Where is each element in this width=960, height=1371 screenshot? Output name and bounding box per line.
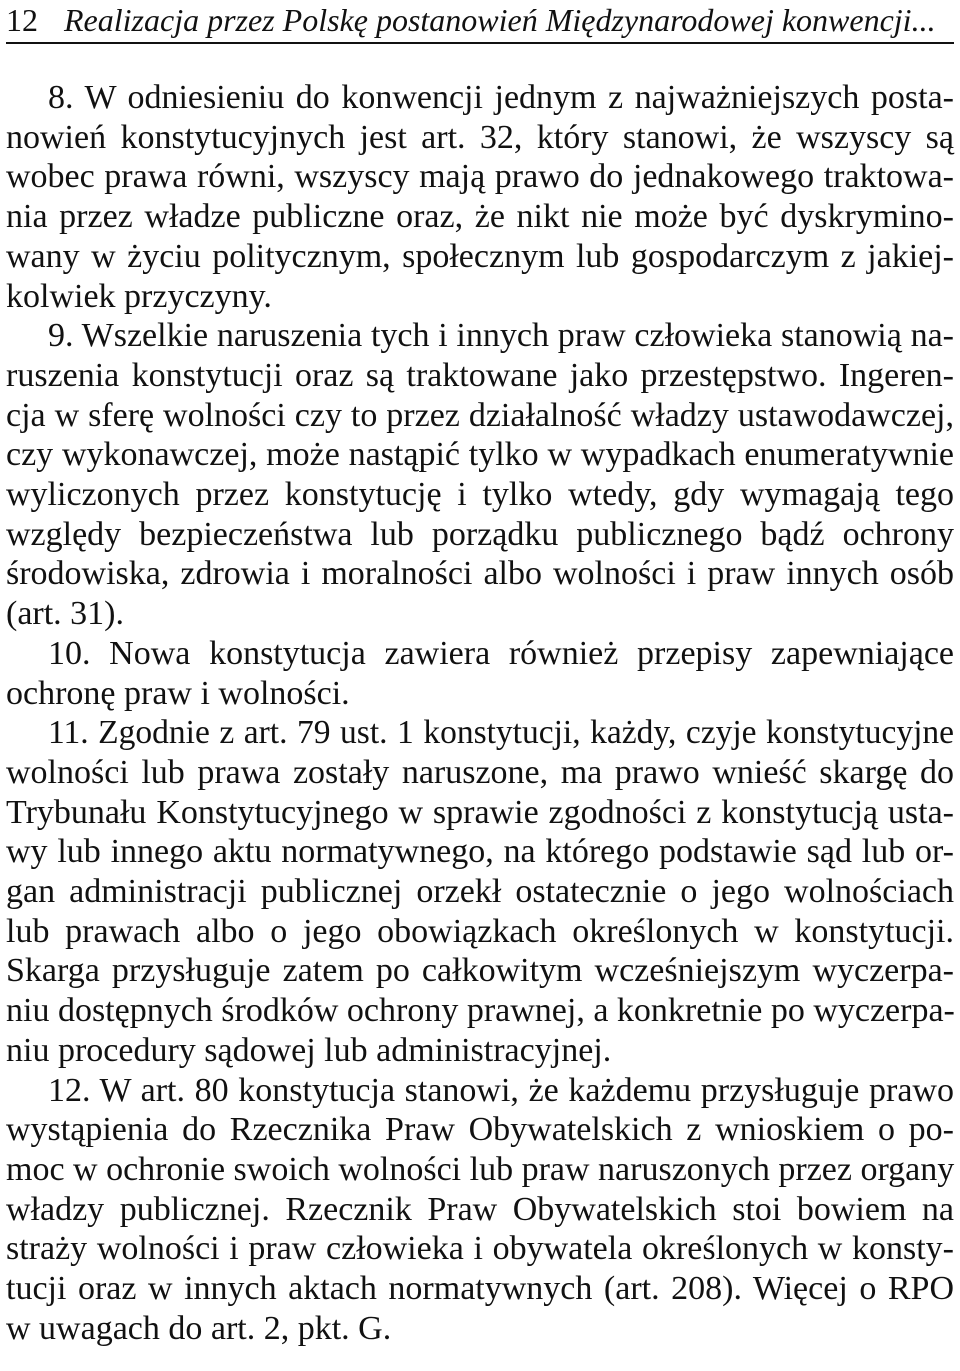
text-line: 8. W odniesieniu do konwencji jednym z najważniejszych posta-: [48, 79, 954, 116]
text-line: nia przez władze publiczne oraz, że nikt nie może być dyskrymino-: [6, 198, 954, 236]
text-line: ochronę praw i wolności.: [6, 674, 350, 712]
text-line: 12. W art. 80 konstytucja stanowi, że każdemu przysługuje prawo: [48, 1071, 954, 1109]
text-line: ruszenia konstytucji oraz są traktowane jako przestępstwo. Ingeren-: [6, 356, 954, 394]
page-number: 12: [6, 2, 38, 38]
text-line: 10. Nowa konstytucja zawiera również przepisy zapewniające: [48, 634, 954, 672]
text-line: 11. Zgodnie z art. 79 ust. 1 konstytucji, każdy, czyje konstytucyjne: [48, 714, 954, 752]
text-line: wobec prawa równi, wszyscy mają prawo do jednakowego traktowa-: [6, 158, 954, 196]
text-line: niu dostępnych środków ochrony prawnej, a konkretnie po wyczerpa-: [6, 992, 955, 1030]
text-line: Trybunału Konstytucyjnego w sprawie zgodności z konstytucją usta-: [6, 793, 954, 831]
text-line: 9. Wszelkie naruszenia tych i innych praw człowieka stanowią na-: [48, 317, 954, 355]
text-line: w uwagach do art. 2, pkt. G.: [6, 1309, 392, 1347]
text-line: Skarga przysługuje zatem po całkowitym wcześniejszym wyczerpa-: [6, 952, 954, 990]
running-title: Realizacja przez Polskę postanowień Międzynarodowej konwencji...: [64, 2, 936, 38]
text-line: lub prawach albo o jego obowiązkach określonych w konstytucji.: [6, 912, 954, 950]
text-line: władzy publicznej. Rzecznik Praw Obywatelskich stoi bowiem na: [6, 1190, 954, 1228]
text-line: wolności lub prawa zostały naruszone, ma prawo wnieść skargę do: [6, 753, 954, 791]
text-line: względy bezpieczeństwa lub porządku publicznego bądź ochrony: [6, 515, 954, 553]
text-line: wy lub innego aktu normatywnego, na którego podstawie sąd lub or-: [6, 833, 954, 871]
text-line: tucji oraz w innych aktach normatywnych (art. 208). Więcej o RPO: [6, 1270, 954, 1307]
text-line: straży wolności i praw człowieka i obywatela określonych w konsty-: [6, 1230, 954, 1268]
text-line: (art. 31).: [6, 595, 125, 633]
text-line: nowień konstytucyjnych jest art. 32, który stanowi, że wszyscy są: [6, 118, 954, 156]
text-line: wany w życiu politycznym, społecznym lub gospodarczym z jakiej-: [6, 237, 954, 275]
text-line: moc w ochronie swoich wolności lub praw naruszonych przez organy: [6, 1150, 955, 1188]
text-line: wystąpienia do Rzecznika Praw Obywatelskich z wnioskiem o po-: [6, 1111, 954, 1149]
text-line: środowiska, zdrowia i moralności albo wolności i praw innych osób: [6, 555, 954, 593]
text-line: czy wykonawczej, może nastąpić tylko w wypadkach enumeratywnie: [6, 436, 954, 474]
text-line: cja w sferę wolności czy to przez działalność władzy ustawodawczej,: [6, 396, 954, 434]
text-line: wyliczonych przez konstytucję i tylko wtedy, gdy wymagają tego: [6, 476, 954, 513]
text-line: kolwiek przyczyny.: [6, 277, 272, 315]
text-line: niu procedury sądowej lub administracyjnej.: [6, 1031, 612, 1069]
header-rule: [6, 42, 954, 44]
running-header: [6, 0, 954, 44]
text-line: gan administracji publicznej orzekł ostatecznie o jego wolnościach: [6, 873, 954, 910]
